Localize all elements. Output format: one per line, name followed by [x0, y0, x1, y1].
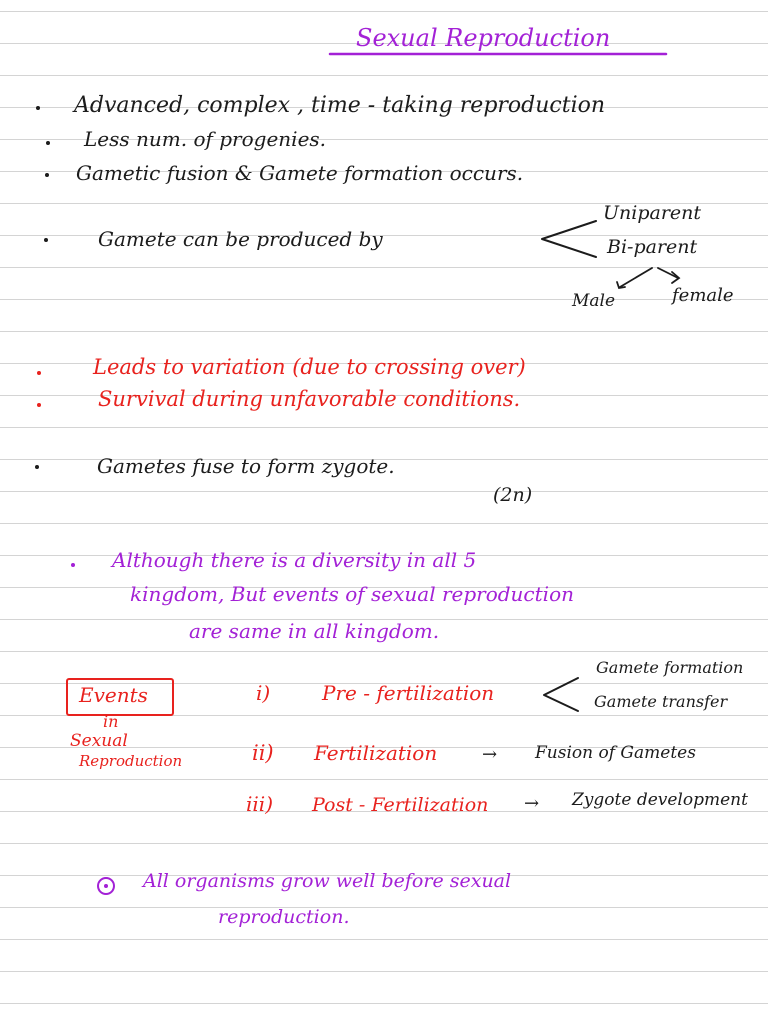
bullet-dot [35, 465, 39, 469]
point-less-progenies: Less num. of progenies. [84, 127, 327, 151]
events-label-sexual: Sexual [70, 731, 128, 751]
kingdom-note-line1: Although there is a diversity in all 5 [112, 548, 477, 572]
ploidy-label: (2n) [493, 484, 533, 506]
kingdom-note-line2: kingdom, But events of sexual reproduction [130, 582, 574, 606]
gamete-formation: Gamete formation [596, 658, 744, 677]
gamete-source-brace [542, 221, 596, 257]
circled-bullet-icon [97, 877, 115, 895]
parent-split-right [658, 268, 678, 278]
gamete-transfer: Gamete transfer [594, 692, 728, 711]
zygote-development: Zygote development [572, 790, 748, 810]
post-fertilization: Post - Fertilization [312, 794, 489, 816]
bullet-dot [45, 173, 49, 177]
male-label: Male [572, 291, 616, 311]
point-variation: Leads to variation (due to crossing over) [93, 355, 526, 379]
post-arrow: → [524, 793, 540, 814]
fert-arrow: → [482, 744, 498, 765]
point-advanced: Advanced, complex , time - taking reproduction [74, 93, 606, 118]
events-label-in: in [103, 712, 119, 731]
bullet-dot [46, 141, 50, 145]
final-note-line2: reproduction. [218, 906, 350, 928]
events-label-reproduction: Reproduction [79, 752, 183, 770]
page-title: Sexual Reproduction [356, 24, 611, 52]
bullet-dot [71, 563, 75, 567]
parent-split-left-head [617, 282, 625, 288]
point-gametic-fusion: Gametic fusion & Gamete formation occurs. [76, 161, 524, 185]
uniparent-label: Uniparent [603, 202, 702, 224]
point-gamete-produced: Gamete can be produced by [98, 227, 383, 251]
events-label: Events [79, 683, 148, 707]
bullet-dot [44, 238, 48, 242]
bullet-dot [37, 371, 41, 375]
kingdom-note-line3: are same in all kingdom. [189, 619, 440, 643]
pre-fert-num: i) [256, 681, 271, 705]
fertilization: Fertilization [314, 741, 438, 765]
female-label: female [672, 285, 734, 306]
fert-num: ii) [252, 741, 274, 765]
biparent-label: Bi-parent [607, 236, 698, 258]
pre-fertilization: Pre - fertilization [322, 681, 495, 705]
post-fert-num: iii) [246, 792, 273, 816]
bullet-dot [36, 106, 40, 110]
parent-split-right-head [672, 272, 679, 283]
point-gametes-fuse: Gametes fuse to form zygote. [97, 454, 395, 478]
point-survival: Survival during unfavorable conditions. [98, 387, 521, 411]
pre-fertilization-brace [544, 678, 578, 711]
fusion-of-gametes: Fusion of Gametes [535, 743, 696, 763]
bullet-dot [37, 403, 41, 407]
final-note-line1: All organisms grow well before sexual [143, 870, 512, 892]
parent-split-left [620, 268, 652, 287]
